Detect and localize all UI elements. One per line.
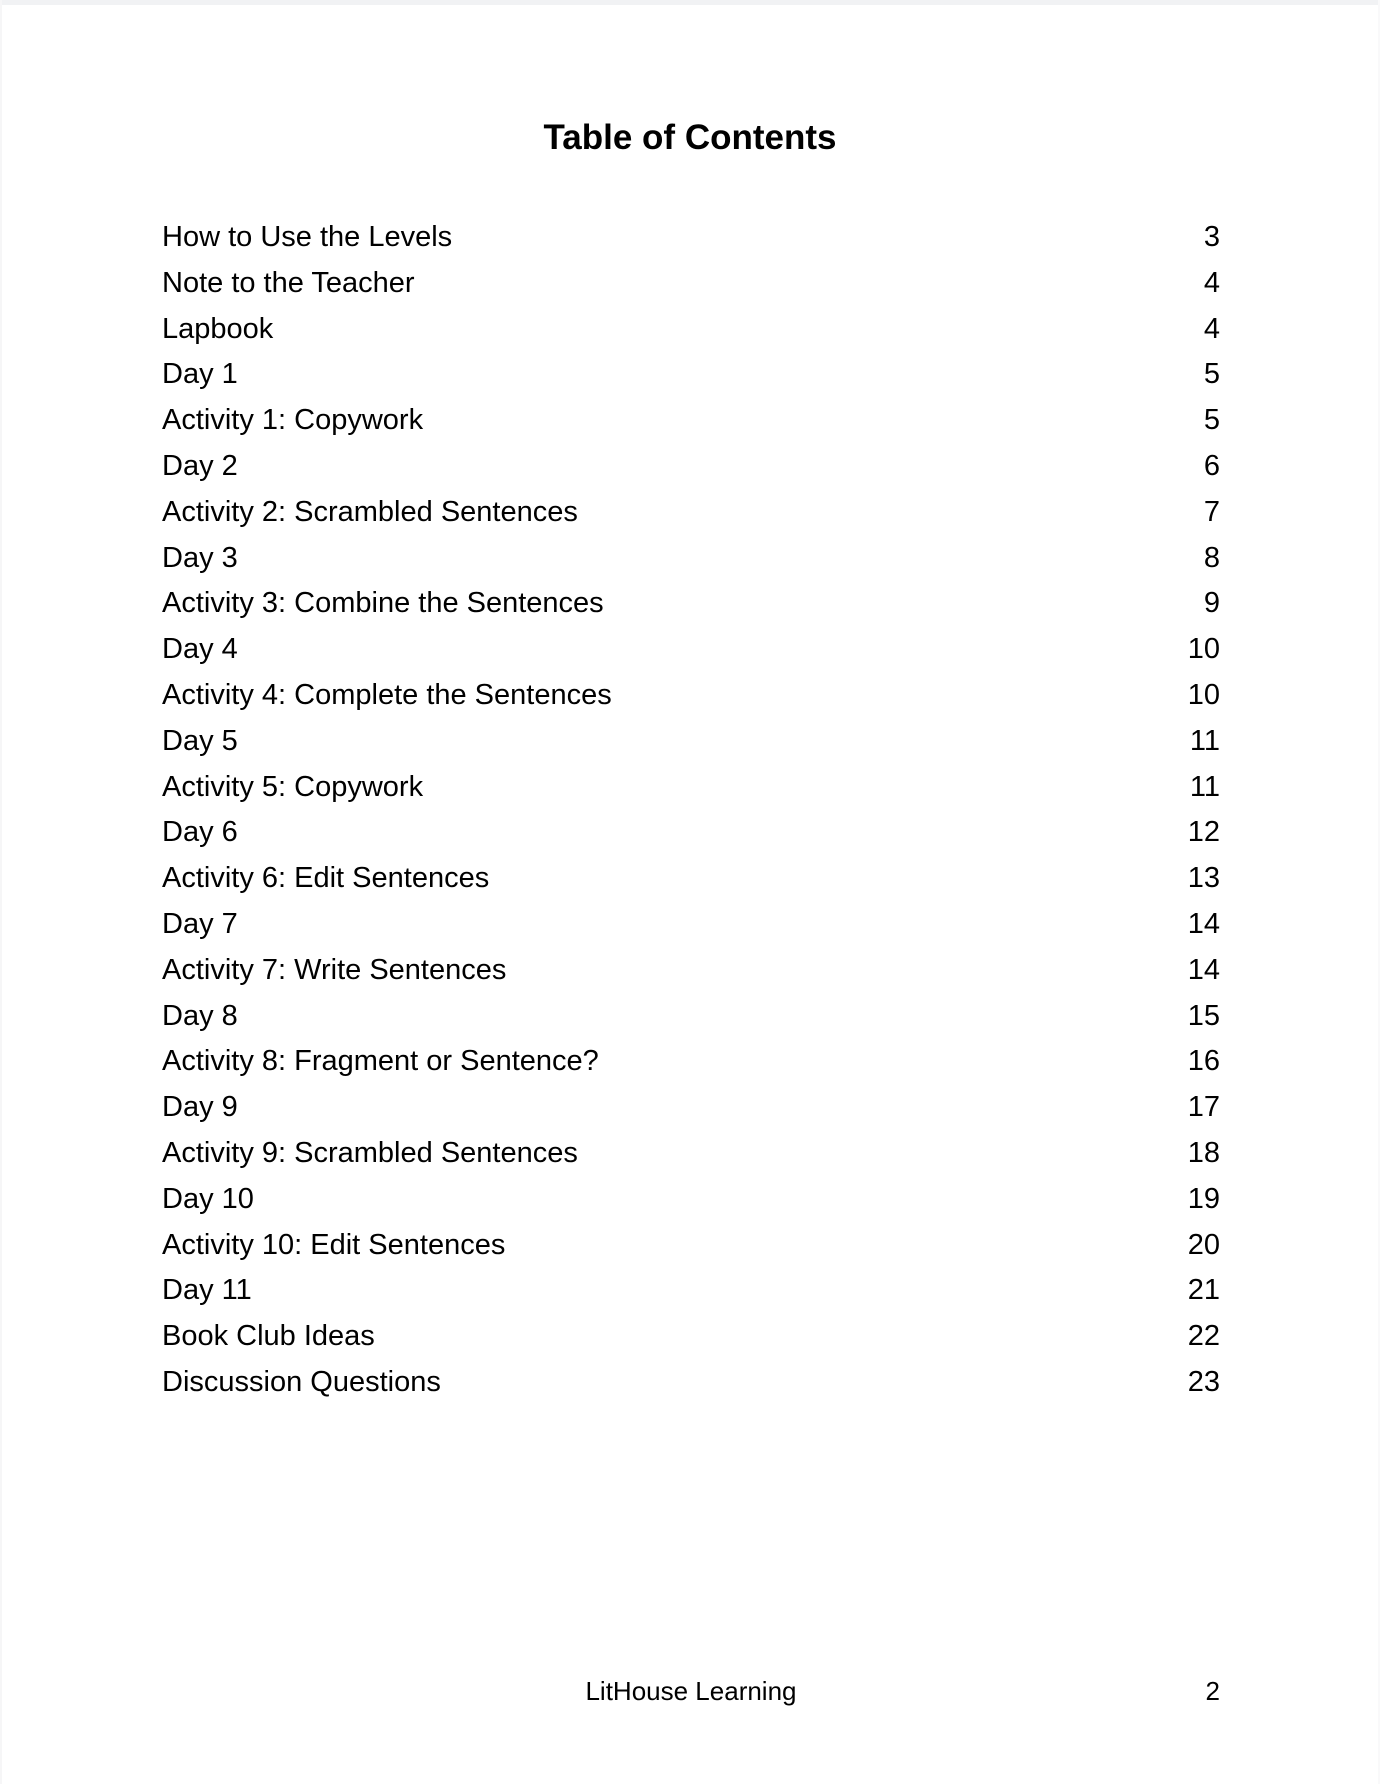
toc-entry-label: Day 6 (162, 816, 238, 849)
toc-entry-page: 23 (1187, 1365, 1220, 1398)
toc-entry-page: 5 (1203, 404, 1220, 437)
toc-entry-page: 8 (1203, 541, 1220, 574)
toc-entry (162, 307, 1220, 353)
toc-entry (162, 1085, 1220, 1131)
toc-entry-page: 17 (1187, 1091, 1220, 1124)
page-footer (162, 1668, 1220, 1714)
toc-entry (162, 765, 1220, 811)
toc-entry-label: Day 11 (162, 1274, 252, 1307)
toc-entry-label: Activity 6: Edit Sentences (162, 862, 490, 895)
toc-entry (162, 902, 1220, 948)
toc-entry-label: Activity 8: Fragment or Sentence? (162, 1045, 599, 1078)
toc-entry-page: 4 (1203, 312, 1220, 345)
toc-entry (162, 536, 1220, 582)
toc-entry (162, 994, 1220, 1040)
toc-entry (162, 444, 1220, 490)
toc-entry-label: Day 5 (162, 724, 238, 757)
toc-entry-page: 3 (1203, 221, 1220, 253)
toc-entry-label: Activity 10: Edit Sentences (162, 1228, 506, 1261)
toc-entry-page: 11 (1189, 724, 1220, 757)
toc-entry-page: 13 (1187, 862, 1220, 895)
toc-entry-page: 9 (1203, 587, 1220, 620)
footer-page-number: 2 (1205, 1676, 1220, 1706)
toc-entry-label: Day 8 (162, 999, 238, 1032)
toc-entry-page: 6 (1203, 449, 1220, 482)
toc-entry-page: 15 (1187, 999, 1220, 1032)
toc-entry (162, 627, 1220, 673)
toc-entry-page: 10 (1187, 678, 1220, 711)
toc-entry-page: 12 (1187, 816, 1220, 849)
toc-entry-label: Activity 7: Write Sentences (162, 953, 507, 986)
toc-entry-page: 18 (1187, 1136, 1220, 1169)
toc-entry-label: Note to the Teacher (162, 266, 415, 299)
toc-entry (162, 1268, 1220, 1314)
toc-entry-label: Day 7 (162, 907, 238, 940)
toc-entry (162, 719, 1220, 765)
toc-entry-label: Day 3 (162, 541, 238, 574)
toc-entry-page: 11 (1189, 770, 1220, 803)
toc-entry-label: Day 9 (162, 1091, 238, 1124)
toc-entry (162, 1360, 1220, 1406)
viewer-edge-top (0, 0, 1380, 5)
toc-entry-label: Activity 5: Copywork (162, 770, 424, 803)
toc-entry-label: Lapbook (162, 312, 274, 345)
toc-entry-label: Discussion Questions (162, 1365, 441, 1398)
footer-brand: LitHouse Learning (585, 1676, 797, 1706)
toc-entry-label: Day 2 (162, 449, 238, 482)
toc-entry-label: Activity 1: Copywork (162, 404, 424, 437)
toc-entry (162, 1314, 1220, 1360)
viewer-edge-left (0, 0, 2, 1784)
toc-entry-page: 5 (1203, 358, 1220, 391)
toc-entry-label: Book Club Ideas (162, 1320, 375, 1353)
toc-entry (162, 856, 1220, 902)
toc-entry (162, 215, 1220, 261)
toc-entry (162, 810, 1220, 856)
toc-entry-label: How to Use the Levels (162, 221, 453, 253)
toc-entry (162, 948, 1220, 994)
toc-entry (162, 673, 1220, 719)
page-title: Table of Contents (543, 118, 837, 157)
toc-entry-page: 4 (1203, 266, 1220, 299)
toc-entry-page: 14 (1187, 953, 1220, 986)
toc-entry (162, 352, 1220, 398)
toc-entry (162, 1039, 1220, 1085)
toc-entry (162, 398, 1220, 444)
toc-entry-label: Activity 3: Combine the Sentences (162, 587, 604, 620)
toc-entry-page: 20 (1187, 1228, 1220, 1261)
toc-entry (162, 581, 1220, 627)
toc-entry (162, 1177, 1220, 1223)
toc-entry-label: Activity 9: Scrambled Sentences (162, 1136, 578, 1169)
toc-entry-label: Activity 2: Scrambled Sentences (162, 495, 578, 528)
toc-entry-page: 16 (1187, 1045, 1220, 1078)
toc-entry-label: Day 1 (162, 358, 238, 391)
toc-list (162, 215, 1220, 1406)
toc-entry (162, 1131, 1220, 1177)
toc-entry (162, 490, 1220, 536)
toc-entry-page: 14 (1187, 907, 1220, 940)
toc-entry-page: 21 (1187, 1274, 1220, 1307)
toc-entry-label: Day 4 (162, 633, 238, 666)
toc-entry-page: 22 (1187, 1320, 1220, 1353)
toc-entry (162, 261, 1220, 307)
toc-entry-page: 7 (1203, 495, 1220, 528)
toc-entry (162, 1223, 1220, 1269)
toc-entry-page: 10 (1187, 633, 1220, 666)
toc-entry-label: Day 10 (162, 1182, 254, 1215)
toc-entry-label: Activity 4: Complete the Sentences (162, 678, 612, 711)
toc-entry-page: 19 (1187, 1182, 1220, 1215)
